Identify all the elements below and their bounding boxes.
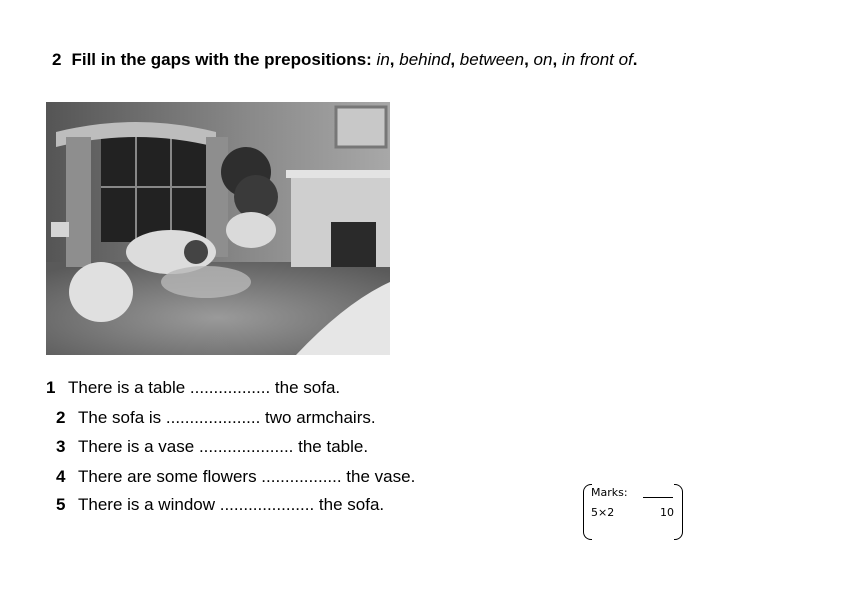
instruction-text: Fill in the gaps with the prepositions: xyxy=(71,50,372,69)
item-number: 5 xyxy=(56,495,66,514)
option-on: on xyxy=(533,50,553,69)
marks-total: 10 xyxy=(660,506,674,519)
option-in-front-of: in front of xyxy=(561,50,633,69)
list-item xyxy=(56,408,376,428)
item-text: The sofa is .................... two armchairs. xyxy=(78,408,376,427)
living-room-photo xyxy=(46,102,390,355)
item-number: 3 xyxy=(56,437,66,456)
right-parenthesis xyxy=(674,484,683,540)
item-number: 2 xyxy=(56,408,66,427)
option-behind: behind xyxy=(399,50,451,69)
list-item xyxy=(46,378,340,398)
item-number: 1 xyxy=(46,378,56,397)
score-blank xyxy=(643,497,673,498)
marks-box xyxy=(583,484,683,538)
item-text: There is a table ................. the sofa. xyxy=(68,378,341,397)
list-item xyxy=(56,467,415,487)
option-between: between xyxy=(459,50,525,69)
item-number: 4 xyxy=(56,467,66,486)
marks-label: Marks: xyxy=(591,486,628,499)
item-text: There are some flowers ................. the vase. xyxy=(78,467,416,486)
exercise-title: 2 Fill in the gaps with the prepositions: in, behind, between, on, in front of. xyxy=(52,50,638,69)
list-item xyxy=(56,495,384,515)
list-item xyxy=(56,437,368,457)
item-text: There is a vase .................... the table. xyxy=(78,437,369,456)
option-in: in xyxy=(376,50,390,69)
marks-multiplier: 5×2 xyxy=(591,506,615,519)
exercise-number: 2 xyxy=(52,50,62,69)
item-text: There is a window .................... the sofa. xyxy=(78,495,385,514)
